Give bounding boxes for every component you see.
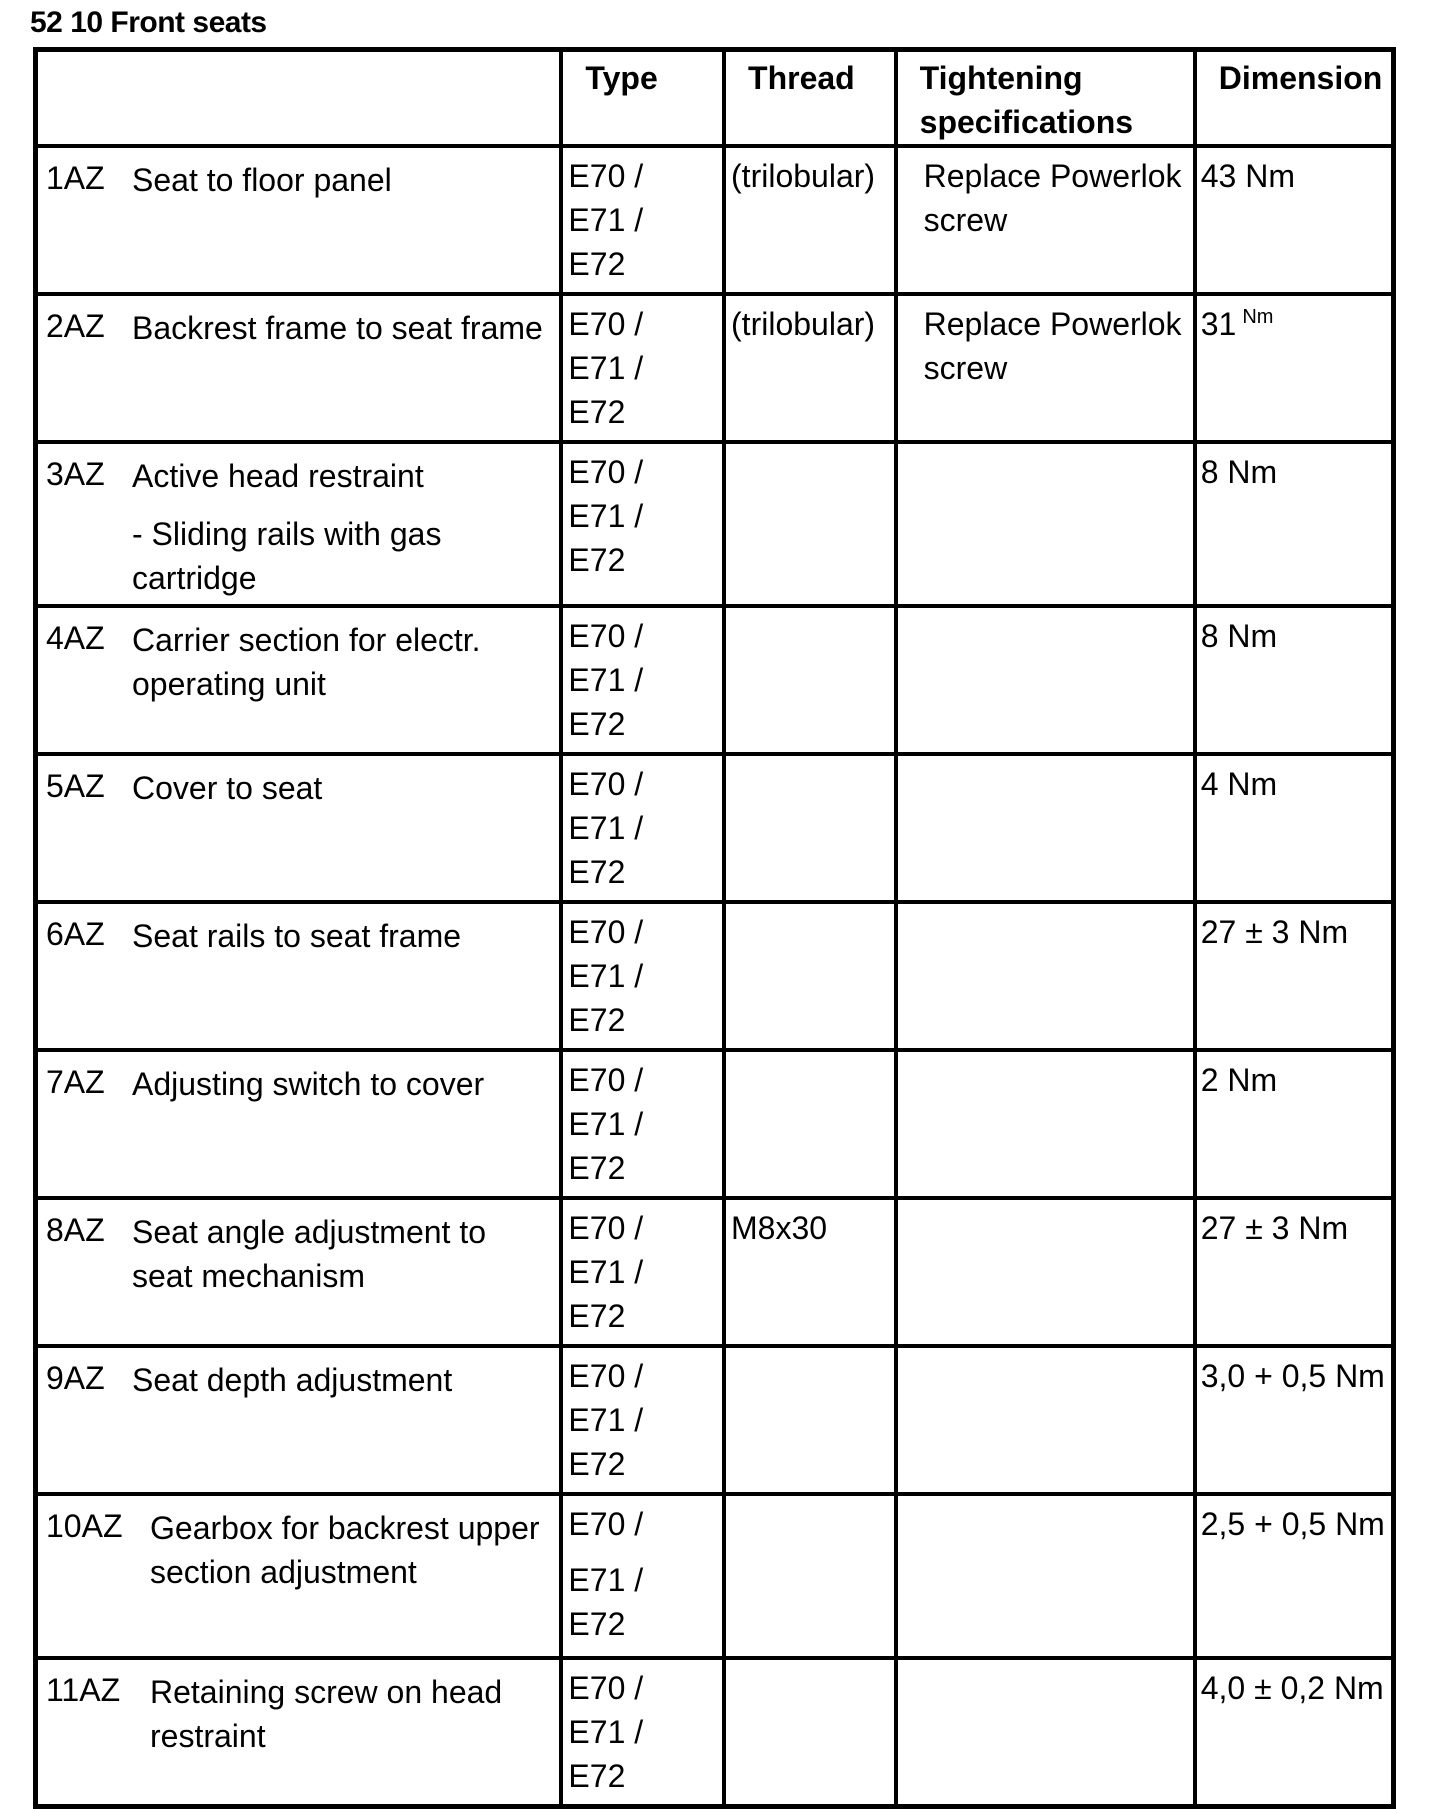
item-code: 11AZ — [46, 1672, 121, 1708]
description-cell — [36, 1050, 562, 1198]
item-description: Adjusting switch to cover — [132, 1066, 485, 1102]
item-code: 2AZ — [46, 308, 105, 344]
dimension-cell — [1195, 606, 1394, 754]
header-description — [36, 50, 562, 147]
type-line: E72 — [568, 706, 626, 742]
table-row-1az — [36, 146, 1394, 294]
type-line: E72 — [568, 1002, 626, 1038]
dimension-cell — [1195, 1198, 1394, 1346]
item-description: Cover to seat — [132, 770, 323, 806]
table-row-4az — [36, 606, 1394, 754]
dimension-cell — [1195, 754, 1394, 902]
type-line: E70 / — [568, 914, 644, 950]
item-code: 9AZ — [46, 1360, 105, 1396]
type-line: E70 / — [568, 1062, 644, 1098]
type-cell — [561, 294, 724, 442]
item-description: Carrier section for electr. operating unit — [132, 622, 481, 702]
thread-cell: M8x30 — [724, 1198, 896, 1346]
description-cell — [36, 754, 562, 902]
type-line: E72 — [568, 1150, 626, 1186]
type-line: E70 / — [568, 1670, 644, 1706]
item-code: 7AZ — [46, 1064, 105, 1100]
description-cell — [36, 902, 562, 1050]
type-cell — [561, 1346, 724, 1494]
item-code: 1AZ — [46, 160, 105, 196]
table-row-8az — [36, 1198, 1394, 1346]
tightening-cell — [896, 1658, 1195, 1807]
type-line: E70 / — [568, 1358, 644, 1394]
type-line: E71 / — [568, 1106, 644, 1142]
torque-spec-table — [33, 47, 1396, 1809]
item-description: Gearbox for backrest upper section adjustment — [150, 1510, 540, 1590]
dimension-value: 3,0 + 0,5 Nm — [1200, 1358, 1385, 1394]
type-line: E71 / — [568, 202, 644, 238]
dimension-value: 4,0 ± 0,2 Nm — [1200, 1670, 1384, 1706]
dimension-cell — [1195, 146, 1394, 294]
thread-cell: (trilobular) — [724, 146, 896, 294]
type-line: E72 — [568, 1298, 626, 1334]
item-code: 4AZ — [46, 620, 105, 656]
type-line: E71 / — [568, 350, 644, 386]
dimension-value: 8 Nm — [1200, 618, 1278, 654]
type-line: E70 / — [568, 454, 644, 490]
table-row-2az — [36, 294, 1394, 442]
header-dimension: Dimension — [1195, 50, 1394, 147]
description-cell — [36, 294, 562, 442]
item-description: Backrest frame to seat frame — [132, 310, 543, 346]
type-line: E71 / — [568, 958, 644, 994]
type-line: E71 / — [568, 1562, 644, 1598]
type-cell — [561, 1198, 724, 1346]
type-line: E70 / — [568, 1210, 644, 1246]
item-description: Seat depth adjustment — [132, 1362, 453, 1398]
description-cell — [36, 1198, 562, 1346]
thread-cell — [724, 1050, 896, 1198]
dimension-value: 4 Nm — [1200, 766, 1278, 802]
type-cell — [561, 1494, 724, 1658]
item-description: Retaining screw on head restraint — [150, 1674, 503, 1754]
thread-cell — [724, 1658, 896, 1807]
type-line: E72 — [568, 1606, 626, 1642]
table-row-6az — [36, 902, 1394, 1050]
tightening-cell — [896, 1346, 1195, 1494]
dimension-value: 31 — [1200, 306, 1237, 342]
header-thread: Thread — [724, 50, 896, 147]
table-row-9az — [36, 1346, 1394, 1494]
thread-cell — [724, 902, 896, 1050]
thread-cell — [724, 606, 896, 754]
dimension-cell — [1195, 1658, 1394, 1807]
type-line: E72 — [568, 1758, 626, 1794]
table-row-11az — [36, 1658, 1394, 1807]
description-cell — [36, 1346, 562, 1494]
description-cell — [36, 606, 562, 754]
description-cell — [36, 442, 562, 606]
description-cell — [36, 1494, 562, 1658]
type-cell — [561, 754, 724, 902]
item-code: 6AZ — [46, 916, 105, 952]
type-cell — [561, 902, 724, 1050]
dimension-value: 43 Nm — [1200, 158, 1295, 194]
type-line: E70 / — [568, 618, 644, 654]
page-title: 52 10 Front seats — [30, 6, 267, 39]
table-row-7az — [36, 1050, 1394, 1198]
dimension-cell — [1195, 442, 1394, 606]
type-line: E71 / — [568, 662, 644, 698]
tightening-cell — [896, 754, 1195, 902]
dimension-value: 8 Nm — [1200, 454, 1278, 490]
type-line: E71 / — [568, 498, 644, 534]
type-line: E72 — [568, 394, 626, 430]
dimension-cell — [1195, 1494, 1394, 1658]
tightening-cell — [896, 442, 1195, 606]
table-row-10az — [36, 1494, 1394, 1658]
item-code: 8AZ — [46, 1212, 105, 1248]
type-line: E72 — [568, 542, 626, 578]
dimension-cell — [1195, 294, 1394, 442]
item-description: Active head restraint - Sliding rails with gas cartridge — [132, 452, 553, 600]
dimension-value: 27 ± 3 Nm — [1200, 1210, 1349, 1246]
type-cell — [561, 442, 724, 606]
description-cell — [36, 1658, 562, 1807]
table-row-3az — [36, 442, 1394, 606]
dimension-value: 27 ± 3 Nm — [1200, 914, 1349, 950]
type-line: E72 — [568, 854, 626, 890]
type-line: E70 / — [568, 1506, 644, 1542]
tightening-cell — [896, 902, 1195, 1050]
tightening-cell — [896, 1198, 1195, 1346]
header-type: Type — [561, 50, 724, 147]
type-line: E71 / — [568, 1714, 644, 1750]
type-cell — [561, 606, 724, 754]
thread-cell — [724, 1346, 896, 1494]
type-cell — [561, 1658, 724, 1807]
type-line: E72 — [568, 246, 626, 282]
item-description: Seat to floor panel — [132, 162, 392, 198]
type-line: E70 / — [568, 766, 644, 802]
type-line: E71 / — [568, 810, 644, 846]
type-line: E71 / — [568, 1254, 644, 1290]
dimension-cell — [1195, 1050, 1394, 1198]
dimension-value: 2 Nm — [1200, 1062, 1278, 1098]
thread-cell — [724, 1494, 896, 1658]
type-cell — [561, 146, 724, 294]
tightening-cell: Replace Powerlok screw — [896, 146, 1195, 294]
header-row — [36, 50, 1394, 147]
item-subdescription: - Sliding rails with gas cartridge — [132, 516, 442, 596]
dimension-value: 2,5 + 0,5 Nm — [1200, 1506, 1385, 1542]
type-line: E70 / — [568, 306, 644, 342]
item-description: Seat angle adjustment to seat mechanism — [132, 1214, 487, 1294]
dimension-unit-superscript: Nm — [1242, 306, 1274, 329]
dimension-cell — [1195, 1346, 1394, 1494]
item-description: Seat rails to seat frame — [132, 918, 462, 954]
thread-cell — [724, 754, 896, 902]
tightening-cell — [896, 606, 1195, 754]
item-code: 3AZ — [46, 456, 105, 492]
table-row-5az — [36, 754, 1394, 902]
thread-cell — [724, 442, 896, 606]
type-cell — [561, 1050, 724, 1198]
item-code: 5AZ — [46, 768, 105, 804]
header-tightening: Tightening specifications — [896, 50, 1195, 147]
type-line: E72 — [568, 1446, 626, 1482]
type-line: E71 / — [568, 1402, 644, 1438]
tightening-cell — [896, 1050, 1195, 1198]
tightening-cell: Replace Powerlok screw — [896, 294, 1195, 442]
thread-cell: (trilobular) — [724, 294, 896, 442]
type-line: E70 / — [568, 158, 644, 194]
tightening-cell — [896, 1494, 1195, 1658]
description-cell — [36, 146, 562, 294]
item-code: 10AZ — [46, 1508, 123, 1544]
dimension-cell — [1195, 902, 1394, 1050]
